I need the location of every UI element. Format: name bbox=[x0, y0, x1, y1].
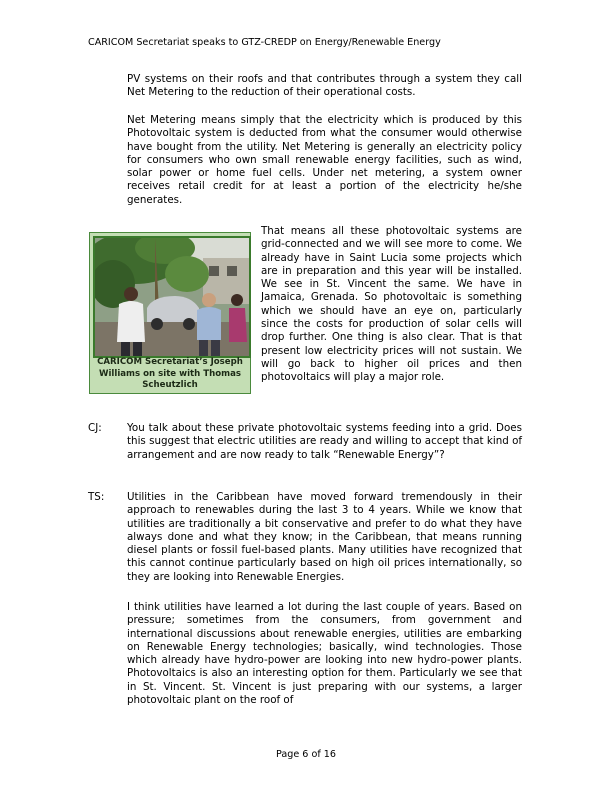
paragraph-cj-question: You talk about these private photovoltaic systems feeding into a grid. Does this suggest that electric utilities are ready and willing to accept that kind of arrangement and are now ready to talk “Renewable Energy”? bbox=[127, 422, 522, 461]
photo-caption: CARICOM Secretariat’s Joseph Williams on site with Thomas Scheutzlich bbox=[97, 357, 243, 390]
page-header: CARICOM Secretariat speaks to GTZ-CREDP on Energy/Renewable Energy bbox=[88, 37, 441, 48]
speaker-label-cj: CJ: bbox=[88, 422, 102, 434]
paragraph-grid-connected: That means all these photovoltaic systems are grid-connected and we will see more to come. We already have in Saint Lucia some projects which are in preparation and this year will be installed. We see in St. Vincent the same. We have in Jamaica, Grenada. So photovoltaic is something which we should have an eye on, particularly since the costs for production of solar cells will drop further. One thing is also clear. That is that present low electricity prices will not sustain. We will go back to higher oil prices and then photovoltaics will play a major role. bbox=[261, 225, 522, 384]
site-photo bbox=[93, 236, 251, 358]
paragraph-utilities-learned: I think utilities have learned a lot during the last couple of years. Based on pressure; sometimes from the consumers, from government and international discussions about renewable energies, utilities are embarking on Renewable Energy technologies; basically, wind technologies. Those which already have hydro-power are looking into new hydro-power plants. Photovoltaics is also an interesting option for them. Particularly we see that in St. Vincent. St. Vincent is just preparing with our systems, a larger photovoltaic plant on the roof of bbox=[127, 601, 522, 707]
paragraph-net-metering-definition: Net Metering means simply that the electricity which is produced by this Photovoltaic system is deducted from what the consumer would otherwise have bought from the utility. Net Metering is generally an electricity policy for consumers who own small renewable energy facilities, such as wind, solar power or home fuel cells. Under net metering, a system owner receives retail credit for at least a portion of the electricity he/she generates. bbox=[127, 114, 522, 206]
paragraph-ts-answer: Utilities in the Caribbean have moved forward tremendously in their approach to renewables during the last 3 to 4 years. While we know that utilities are traditionally a bit conservative and prefer to do what they have always done and what they know; in the Caribbean, that means running diesel plants or fossil fuel-based plants. Many utilities have recognized that this cannot continue particularly based on high oil prices internationally, so they are looking into Renewable Energies. bbox=[127, 491, 522, 583]
paragraph-net-metering-intro: PV systems on their roofs and that contributes through a system they call Net Metering to the reduction of their operational costs. bbox=[127, 73, 522, 99]
photo-figure bbox=[89, 232, 251, 394]
speaker-label-ts: TS: bbox=[88, 491, 105, 503]
page-number: Page 6 of 16 bbox=[276, 749, 336, 760]
site-photo-illustration bbox=[95, 238, 249, 356]
